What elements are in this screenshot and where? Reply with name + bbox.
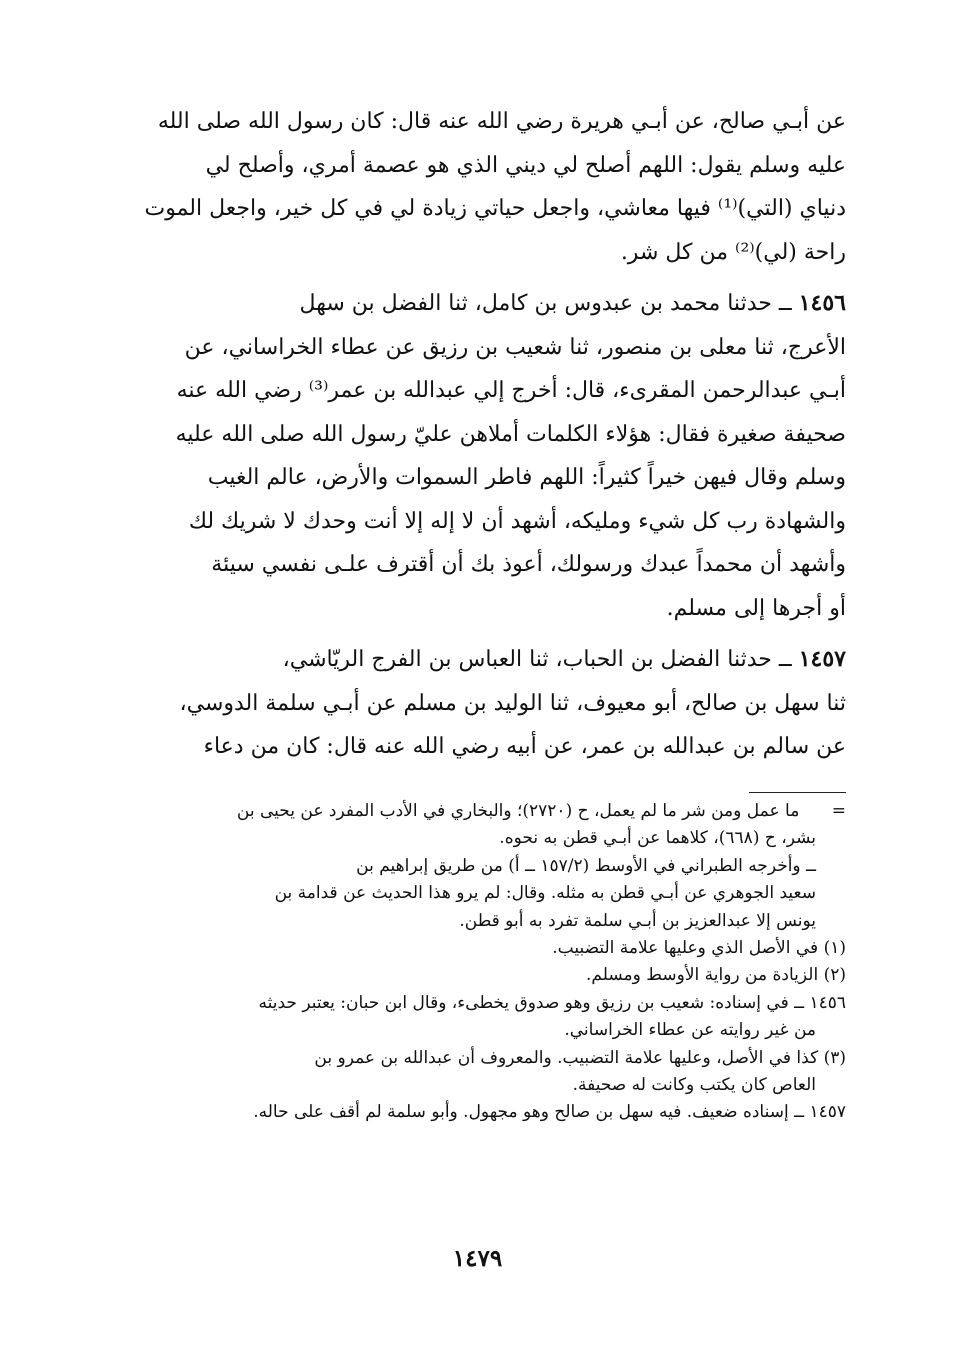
text-line: دنياي (التي)⁽¹⁾ فيها معاشي، واجعل حياتي زيادة لي في كل خير، واجعل الموت bbox=[144, 196, 846, 221]
text-line: الأعرج، ثنا معلى بن منصور، ثنا شعيب بن رزيق عن عطاء الخراساني، عن bbox=[184, 334, 846, 360]
text-line bbox=[148, 282, 846, 326]
hadith-number: ١٤٥٧ bbox=[798, 646, 846, 672]
footnote-hadith-1457: ١٤٥٧ ــ إسناده ضعيف. فيه سهل بن صالح وهو مجهول. وأبو سلمة لم أقف على حاله. bbox=[253, 1102, 846, 1123]
continuation-mark: = bbox=[831, 801, 846, 821]
text-line: أو أجرها إلى مسلم. bbox=[666, 595, 846, 621]
footnote-divider bbox=[749, 792, 846, 793]
paragraph-continuation bbox=[144, 100, 846, 274]
footnote-3: (٣) كذا في الأصل، وعليها علامة التضبيب. والمعروف أن عبدالله بن عمرو بن bbox=[314, 1047, 846, 1068]
text-segment: ــ حدثنا محمد بن عبدوس بن كامل، ثنا الفضل بن سهل bbox=[299, 291, 792, 316]
footnote-line: من غير روايته عن عطاء الخراساني. bbox=[564, 1020, 816, 1041]
text-line: عليه وسلم يقول: اللهم أصلح لي ديني الذي هو عصمة أمري، وأصلح لي bbox=[205, 152, 846, 178]
footnote-line: سعيد الجوهري عن أبـي قطن به مثله. وقال: لم يرو هذا الحديث عن قدامة بن bbox=[274, 883, 816, 904]
text-line: عن أبـي صالح، عن أبـي هريرة رضي الله عنه قال: كان رسول الله صلى الله bbox=[157, 109, 846, 134]
main-text bbox=[144, 100, 846, 777]
text-line bbox=[148, 638, 846, 682]
footnote-line: يونس إلا عبدالعزيز بن أبـي سلمة تفرد به أبو قطن. bbox=[459, 910, 816, 931]
hadith-1457 bbox=[148, 638, 846, 769]
text-line: ثنا سهل بن صالح، أبو معيوف، ثنا الوليد بن مسلم عن أبـي سلمة الدوسي، bbox=[179, 690, 846, 716]
text-line: صحيفة صغيرة فقال: هؤلاء الكلمات أملاهن عليّ رسول الله صلى الله عليه bbox=[175, 421, 846, 447]
footnote-line: ــ وأخرجه الطبراني في الأوسط (١٥٧/٢ ــ أ) من طريق إبراهيم بن bbox=[356, 855, 816, 876]
text-segment: ــ حدثنا الفضل بن الحباب، ثنا العباس بن الفرج الريّاشي، bbox=[282, 647, 792, 672]
footnote-line: بشر، ح (٦٦٨)، كلاهما عن أبـي قطن به نحوه. bbox=[499, 828, 816, 849]
text-line: والشهادة رب كل شيء ومليكه، أشهد أن لا إله إلا أنت وحدك لا شريك لك bbox=[188, 508, 846, 534]
footnote-hadith-1456: ١٤٥٦ ــ في إسناده: شعيب بن رزيق وهو صدوق يخطىء، وقال ابن حبان: يعتبر حديثه bbox=[258, 992, 846, 1013]
text-line: وسلم وقال فيهن خيراً كثيراً: اللهم فاطر السموات والأرض، عالم الغيب bbox=[207, 465, 846, 490]
hadith-number: ١٤٥٦ bbox=[798, 290, 846, 316]
footnote-line: العاص كان يكتب وكانت له صحيفة. bbox=[572, 1075, 816, 1096]
text-line: وأشهد أن محمداً عبدك ورسولك، أعوذ بك أن أقترف علـى نفسي سيئة bbox=[211, 552, 846, 577]
footnotes bbox=[148, 798, 846, 1127]
footnote-text: ما عمل ومن شر ما لم يعمل، ح (٢٧٢٠)؛ والبخاري في الأدب المفرد عن يحيى بن bbox=[236, 801, 800, 821]
text-line: أبـي عبدالرحمن المقرىء، قال: أخرج إلي عبدالله بن عمر⁽³⁾ رضي الله عنه bbox=[176, 378, 846, 403]
footnote-1: (١) في الأصل الذي وعليها علامة التضبيب. bbox=[552, 938, 846, 959]
hadith-1456 bbox=[148, 282, 846, 630]
text-line: عن سالم بن عبدالله بن عمر، عن أبيه رضي الله عنه قال: كان من دعاء bbox=[203, 734, 846, 759]
page-number: ١٤٧٩ bbox=[452, 1245, 503, 1272]
text-line: راحة (لي)⁽²⁾ من كل شر. bbox=[620, 239, 846, 265]
footnote-line bbox=[148, 798, 846, 825]
footnote-2: (٢) الزيادة من رواية الأوسط ومسلم. bbox=[586, 965, 846, 986]
